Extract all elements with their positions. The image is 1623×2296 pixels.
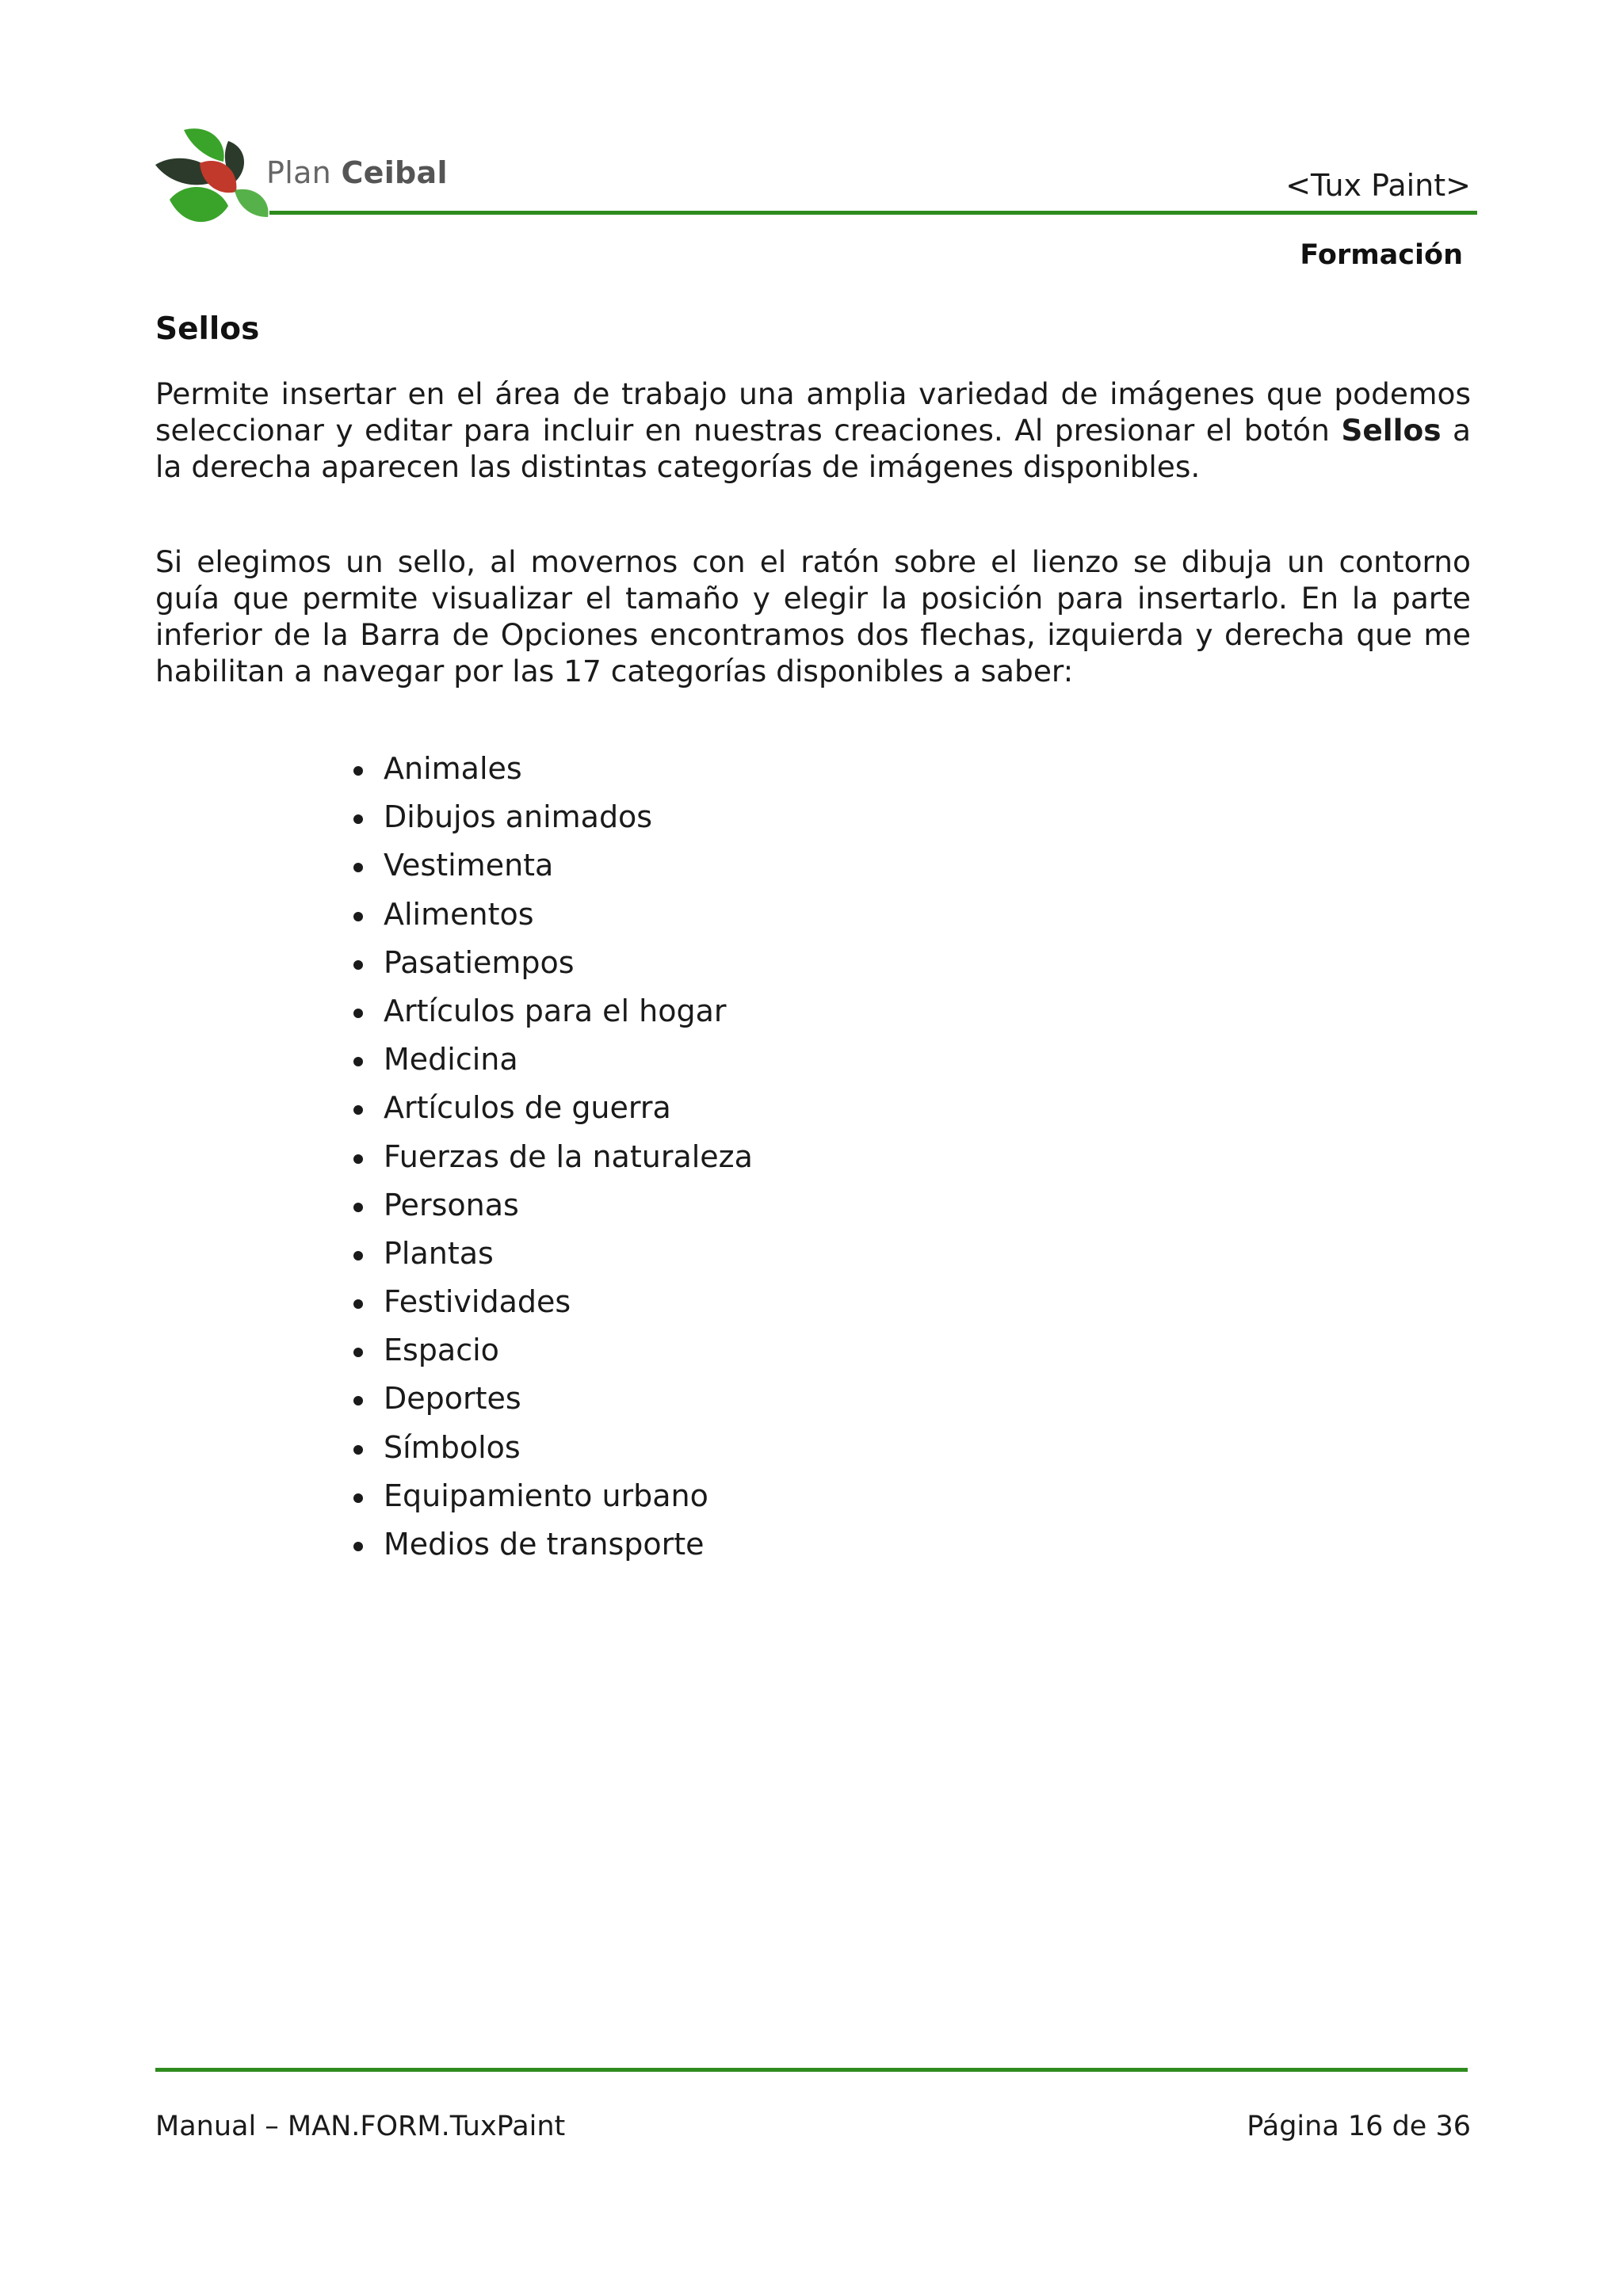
list-item <box>349 796 753 845</box>
list-item <box>349 1233 753 1281</box>
bullet-icon <box>353 912 363 921</box>
bullet-icon <box>353 1493 363 1503</box>
list-item-label: Vestimenta <box>384 848 554 883</box>
usage-paragraph: Si elegimos un sello, al movernos con el ratón sobre el lienzo se dibuja un contorno guía que permite visualizar el tamaño y elegir la posición para insertarlo. En la parte inferior de la Barra de Opciones encontramos dos flechas, izquierda y derecha que me habilitan a navegar por las 17 categorías disponibles a saber: <box>155 544 1471 688</box>
list-item-label: Medicina <box>384 1042 518 1077</box>
list-item <box>349 1136 753 1184</box>
bullet-icon <box>353 814 363 824</box>
list-item <box>349 748 753 796</box>
categories-list <box>349 748 753 1572</box>
list-item <box>349 990 753 1039</box>
bullet-icon <box>353 1154 363 1164</box>
footer-page-number: Página 16 de 36 <box>1247 2111 1471 2142</box>
footer-document-id: Manual – MAN.FORM.TuxPaint <box>155 2111 566 2142</box>
list-item <box>349 1184 753 1233</box>
list-item <box>349 1039 753 1087</box>
list-item-label: Animales <box>384 751 522 786</box>
list-item-label: Artículos de guerra <box>384 1090 671 1126</box>
list-item <box>349 1524 753 1572</box>
list-item <box>349 894 753 942</box>
list-item-label: Medios de transporte <box>384 1527 705 1562</box>
list-item-label: Plantas <box>384 1235 494 1271</box>
list-item <box>349 942 753 990</box>
list-item-label: Pasatiempos <box>384 944 575 980</box>
bullet-icon <box>353 1542 363 1551</box>
list-item <box>349 1427 753 1475</box>
bullet-icon <box>353 1203 363 1212</box>
bullet-icon <box>353 1251 363 1261</box>
list-item-label: Símbolos <box>384 1429 521 1465</box>
header-divider <box>269 211 1477 215</box>
section-title: Sellos <box>155 311 260 347</box>
list-item-label: Espacio <box>384 1333 499 1368</box>
list-item <box>349 1475 753 1524</box>
bullet-icon <box>353 1299 363 1309</box>
bullet-icon <box>353 1057 363 1066</box>
logo-wordmark: Plan Ceibal <box>266 155 448 190</box>
bullet-icon <box>353 863 363 872</box>
list-item <box>349 1329 753 1378</box>
bullet-icon <box>353 960 363 970</box>
bullet-icon <box>353 1009 363 1018</box>
intro-paragraph: Permite insertar en el área de trabajo una amplia variedad de imágenes que podemos seleccionar y editar para incluir en nuestras creaciones. Al presionar el botón Sellos a la derecha aparecen las distintas categorías de imágenes disponibles. <box>155 376 1471 484</box>
header-title: <Tux Paint> <box>1285 168 1471 203</box>
footer-divider <box>155 2068 1468 2072</box>
list-item-label: Alimentos <box>384 896 534 932</box>
bullet-icon <box>353 1105 363 1115</box>
list-item-label: Fuerzas de la naturaleza <box>384 1138 753 1174</box>
bullet-icon <box>353 1445 363 1455</box>
list-item-label: Personas <box>384 1187 519 1222</box>
list-item-label: Artículos para el hogar <box>384 993 727 1028</box>
bullet-icon <box>353 1348 363 1357</box>
plan-ceibal-logo-icon <box>152 124 279 231</box>
list-item-label: Festividades <box>384 1284 571 1320</box>
header-subtitle: Formación <box>1300 239 1463 271</box>
list-item <box>349 845 753 893</box>
list-item <box>349 1378 753 1426</box>
list-item-label: Deportes <box>384 1381 521 1417</box>
list-item <box>349 1087 753 1135</box>
list-item <box>349 1281 753 1329</box>
bullet-icon <box>353 1396 363 1405</box>
list-item-label: Equipamiento urbano <box>384 1478 708 1513</box>
sellos-emphasis: Sellos <box>1341 413 1442 448</box>
bullet-icon <box>353 766 363 776</box>
list-item-label: Dibujos animados <box>384 799 653 835</box>
